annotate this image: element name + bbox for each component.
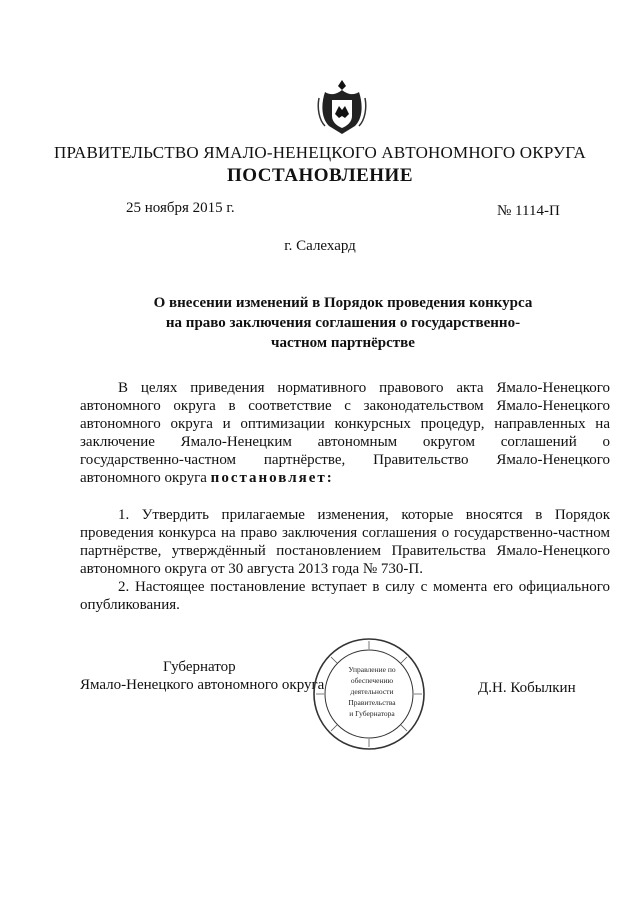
signatory-name: Д.Н. Кобылкин	[478, 680, 576, 696]
body-line: государственно-частном партнёрстве, Правительство Ямало-Ненецкого	[80, 452, 610, 468]
body-line: партнёрстве, утверждённый постановлением Правительства Ямало-Ненецкого	[80, 543, 610, 559]
resolves-word: постановляет:	[210, 470, 334, 486]
signatory-position-region: Ямало-Ненецкого автономного округа	[80, 677, 325, 693]
document-date: 25 ноября 2015 г.	[126, 200, 235, 216]
document-number: № 1114-П	[497, 203, 560, 219]
body-line: автономного округа и оптимизации конкурсных процедур, направленных на	[80, 416, 610, 432]
stamp-line: Правительства	[348, 698, 396, 707]
stamp-line: деятельности	[350, 687, 394, 696]
stamp-line: и Губернатора	[349, 709, 395, 718]
body-line: опубликования.	[80, 597, 180, 613]
stamp-text	[339, 664, 405, 719]
title-line: частном партнёрстве	[271, 335, 415, 351]
stamp-line: Управление по	[348, 665, 396, 674]
document-type: ПОСТАНОВЛЕНИЕ	[226, 165, 414, 186]
body-line: автономного округа в соответствие с законодательством Ямало-Ненецкого	[80, 398, 610, 414]
body-line: заключение Ямало-Ненецким автономным округом соглашений о	[80, 434, 610, 450]
signatory-position: Губернатор	[163, 659, 236, 675]
body-line: проведения конкурса на право заключения соглашения о государственно-частном	[80, 525, 610, 541]
body-text: автономного округа	[80, 470, 207, 486]
government-title: ПРАВИТЕЛЬСТВО ЯМАЛО-НЕНЕЦКОГО АВТОНОМНОГО ОКРУГА	[54, 143, 586, 162]
document-title	[0, 293, 640, 353]
coat-of-arms-icon	[317, 78, 367, 136]
body-line: 1. Утвердить прилагаемые изменения, которые вносятся в Порядок	[118, 507, 610, 523]
stamp-line: обеспечению	[350, 676, 394, 685]
body-line: автономного округа от 30 августа 2013 года № 730-П.	[80, 561, 423, 577]
body-line: В целях приведения нормативного правового акта Ямало-Ненецкого	[118, 380, 610, 396]
title-line: на право заключения соглашения о государственно-	[165, 315, 521, 331]
document-city: г. Салехард	[284, 238, 356, 254]
body-line	[80, 470, 610, 487]
title-line: О внесении изменений в Порядок проведения конкурса	[153, 295, 533, 311]
body-line: 2. Настоящее постановление вступает в силу с момента его официального	[118, 579, 610, 595]
